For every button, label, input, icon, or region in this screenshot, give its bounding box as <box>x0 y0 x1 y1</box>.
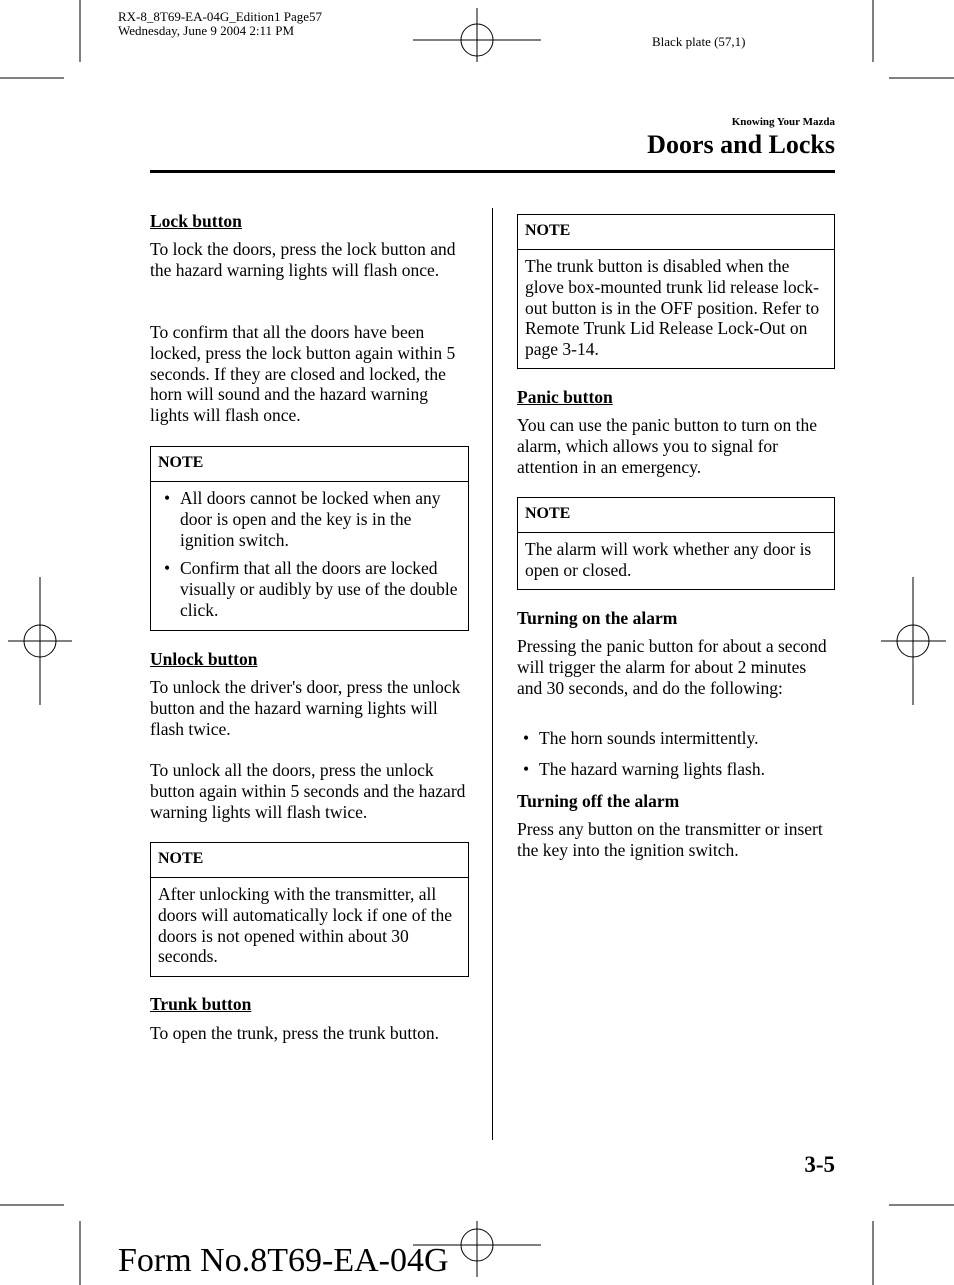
note-bullet-text: All doors cannot be locked when any door is open and the key is in the ignition switch. <box>180 488 441 550</box>
lock-paragraph-1: To lock the doors, press the lock button and the hazard warning lights will flash once. <box>150 239 456 280</box>
print-info-date: Wednesday, June 9 2004 2:11 PM <box>118 23 295 38</box>
note-box-alarm <box>517 497 835 590</box>
lock-paragraph-2: To confirm that all the doors have been locked, press the lock button again within 5 seconds. If they are closed and locked, the horn will sound and the hazard warning lights will flash once. <box>150 322 456 426</box>
note-title: NOTE <box>151 447 468 482</box>
bullet-icon: • <box>164 558 171 579</box>
header-rule <box>150 170 835 173</box>
note-title: NOTE <box>518 215 834 250</box>
turning-on-alarm-paragraph: Pressing the panic button for about a second will trigger the alarm for about 2 minutes and 30 seconds, and do the following: <box>517 636 827 698</box>
note-title: NOTE <box>151 843 468 878</box>
note-bullet-item <box>158 488 461 550</box>
note-box-trunk <box>517 214 835 369</box>
page-number: 3-5 <box>804 1152 835 1177</box>
alarm-bullet-text: The hazard warning lights flash. <box>539 758 765 779</box>
trunk-paragraph: To open the trunk, press the trunk button. <box>150 1023 439 1043</box>
unlock-paragraph-2: To unlock all the doors, press the unlock button again within 5 seconds and the hazard warning lights will flash twice. <box>150 760 466 822</box>
note-box-lock <box>150 446 469 631</box>
alarm-bullet-item <box>517 728 835 749</box>
turning-on-alarm-heading: Turning on the alarm <box>517 608 678 628</box>
page-title: Doors and Locks <box>647 130 835 159</box>
plate-info: Black plate (57,1) <box>652 34 746 49</box>
note-bullet-item <box>158 558 461 620</box>
unlock-paragraph-1: To unlock the driver's door, press the unlock button and the hazard warning lights will flash twice. <box>150 677 461 739</box>
bullet-icon: • <box>164 488 171 508</box>
section-label: Knowing Your Mazda <box>731 116 835 128</box>
note-body: After unlocking with the transmitter, all doors will automatically lock if one of the doors is not opened within about 30 seconds. <box>158 884 453 967</box>
note-body <box>151 482 468 627</box>
lock-button-heading: Lock button <box>150 211 242 231</box>
note-title: NOTE <box>518 498 834 533</box>
note-box-unlock <box>150 842 469 977</box>
note-bullet-text: Confirm that all the doors are locked visually or audibly by use of the double click. <box>180 558 458 620</box>
unlock-button-heading: Unlock button <box>150 649 258 669</box>
note-body: The trunk button is disabled when the glove box-mounted trunk lid release lock-out button is in the OFF position. Refer to Remote Trunk Lid Release Lock-Out on page 3-14. <box>525 256 820 360</box>
panic-button-heading: Panic button <box>517 387 613 407</box>
trunk-button-heading: Trunk button <box>150 994 252 1014</box>
alarm-bullet-text: The horn sounds intermittently. <box>539 728 759 748</box>
turning-off-alarm-heading: Turning off the alarm <box>517 791 680 811</box>
turning-off-alarm-paragraph: Press any button on the transmitter or insert the key into the ignition switch. <box>517 819 823 860</box>
panic-paragraph: You can use the panic button to turn on the alarm, which allows you to signal for attention in an emergency. <box>517 415 818 477</box>
print-info-file: RX-8_8T69-EA-04G_Edition1 Page57 <box>118 9 323 24</box>
form-number: Form No.8T69-EA-04G <box>118 1242 449 1279</box>
bullet-icon: • <box>523 728 530 748</box>
column-divider <box>492 208 493 1140</box>
alarm-bullet-item <box>517 759 835 780</box>
note-body: The alarm will work whether any door is open or closed. <box>525 539 812 580</box>
bullet-icon: • <box>523 758 530 779</box>
alarm-bullet-list <box>517 728 835 780</box>
